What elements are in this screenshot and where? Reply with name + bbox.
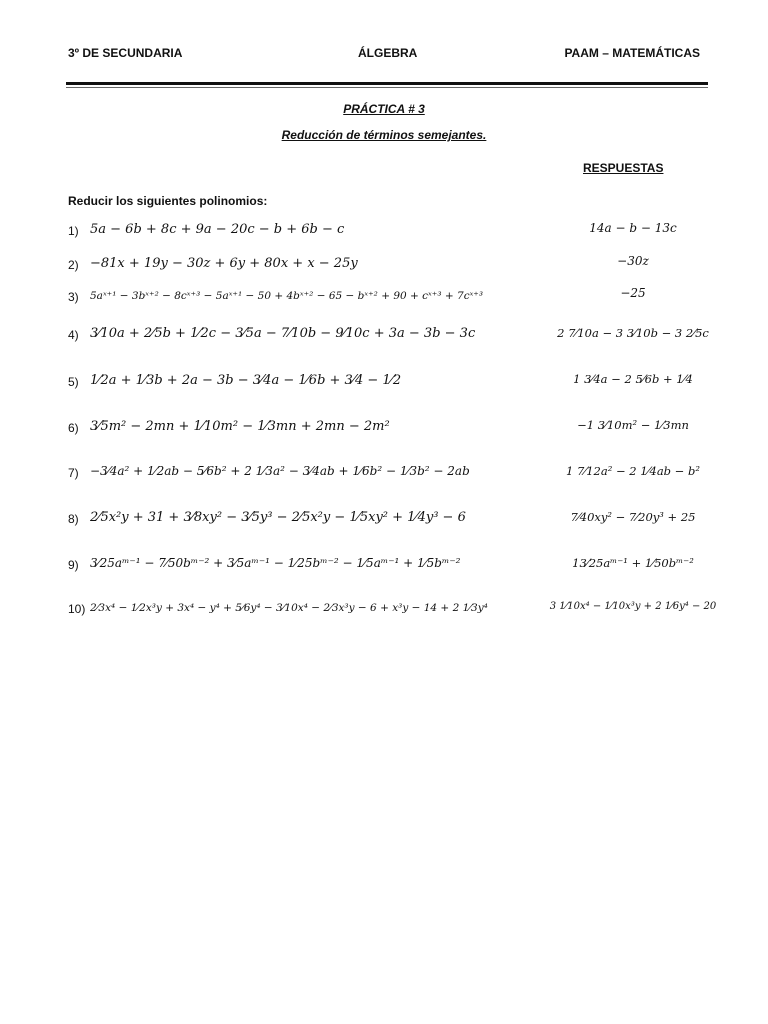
problem-expression: 3⁄5m² − 2mn + 1⁄10m² − 1⁄3mn + 2mn − 2m² xyxy=(90,419,390,434)
problem-expression: 2⁄5x²y + 31 + 3⁄8xy² − 3⁄5y³ − 2⁄5x²y − 1⁄5xy² + 1⁄4y³ − 6 xyxy=(90,510,466,525)
problem-answer: 7⁄40xy² − 7⁄20y³ + 25 xyxy=(570,510,696,524)
practice-title: PRÁCTICA # 3 xyxy=(343,102,425,116)
problem-expression: 5a − 6b + 8c + 9a − 20c − b + 6b − c xyxy=(90,222,345,237)
header-rule-thin xyxy=(66,87,708,88)
problem-number: 5) xyxy=(68,375,79,389)
problem-number: 1) xyxy=(68,224,79,238)
header-grade: 3º DE SECUNDARIA xyxy=(68,46,183,60)
problem-answer: −30z xyxy=(617,254,649,268)
practice-subtitle: Reducción de términos semejantes. xyxy=(281,128,487,142)
problem-answer: −25 xyxy=(620,286,646,300)
problem-number: 8) xyxy=(68,512,79,526)
problem-expression: 1⁄2a + 1⁄3b + 2a − 3b − 3⁄4a − 1⁄6b + 3⁄4 − 1⁄2 xyxy=(90,373,402,388)
problem-answer: 1 7⁄12a² − 2 1⁄4ab − b² xyxy=(566,464,700,478)
problem-expression: 3⁄10a + 2⁄5b + 1⁄2c − 3⁄5a − 7⁄10b − 9⁄10c + 3a − 3b − 3c xyxy=(90,326,476,341)
problem-expression: −3⁄4a² + 1⁄2ab − 5⁄6b² + 2 1⁄3a² − 3⁄4ab + 1⁄6b² − 1⁄3b² − 2ab xyxy=(90,464,470,478)
header-subject: ÁLGEBRA xyxy=(358,46,418,60)
problem-expression: 3⁄25aᵐ⁻¹ − 7⁄50bᵐ⁻² + 3⁄5aᵐ⁻¹ − 1⁄25bᵐ⁻² − 1⁄5aᵐ⁻¹ + 1⁄5bᵐ⁻² xyxy=(90,556,461,570)
page-header xyxy=(68,46,708,66)
problem-answer: 14a − b − 13c xyxy=(589,221,677,235)
header-rule xyxy=(66,82,708,85)
problem-number: 7) xyxy=(68,466,79,480)
problem-answer: 2 7⁄10a − 3 3⁄10b − 3 2⁄5c xyxy=(557,326,709,340)
problem-expression: 2⁄3x⁴ − 1⁄2x³y + 3x⁴ − y⁴ + 5⁄6y⁴ − 3⁄10x⁴ − 2⁄3x³y − 6 + x³y − 14 + 2 1⁄3y⁴ xyxy=(90,602,488,614)
problem-answer: −1 3⁄10m² − 1⁄3mn xyxy=(577,418,689,432)
header-course: PAAM – MATEMÁTICAS xyxy=(564,46,700,60)
problem-number: 9) xyxy=(68,558,79,572)
problem-answer: 3 1⁄10x⁴ − 1⁄10x³y + 2 1⁄6y⁴ − 20 xyxy=(549,601,717,612)
problem-number: 4) xyxy=(68,328,79,342)
answers-heading: RESPUESTAS xyxy=(583,161,664,175)
problem-number: 2) xyxy=(68,258,79,272)
problem-number: 10) xyxy=(68,602,86,616)
problem-expression: 5aˣ⁺¹ − 3bˣ⁺² − 8cˣ⁺³ − 5aˣ⁺¹ − 50 + 4bˣ⁺² − 65 − bˣ⁺² + 90 + cˣ⁺³ + 7cˣ⁺³ xyxy=(90,290,484,302)
problem-number: 6) xyxy=(68,421,79,435)
problem-answer: 13⁄25aᵐ⁻¹ + 1⁄50bᵐ⁻² xyxy=(572,556,694,570)
instruction: Reducir los siguientes polinomios: xyxy=(68,194,268,208)
problem-expression: −81x + 19y − 30z + 6y + 80x + x − 25y xyxy=(90,256,358,271)
problem-number: 3) xyxy=(68,290,79,304)
problem-answer: 1 3⁄4a − 2 5⁄6b + 1⁄4 xyxy=(573,372,693,386)
